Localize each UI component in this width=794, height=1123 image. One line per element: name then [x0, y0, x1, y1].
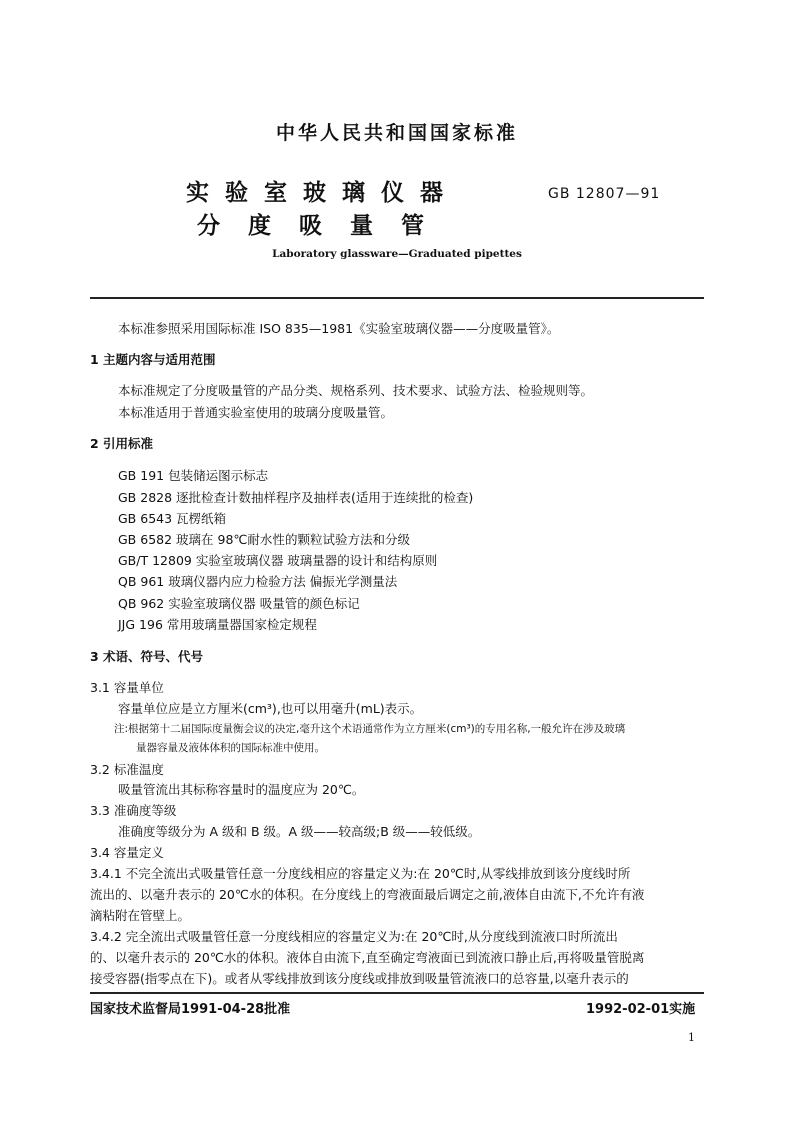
section-3-4-1-line: 3.4.1 不完全流出式吸量管任意一分度线相应的容量定义为:在 20℃时,从零线排放到该分度线时所	[90, 866, 631, 881]
section-2-heading: 2 引用标准	[90, 436, 154, 451]
national-standard-title: 中华人民共和国国家标准	[275, 122, 518, 144]
reference-item: JJG 196 常用玻璃量器国家检定规程	[118, 617, 317, 632]
section-3-1-heading: 3.1 容量单位	[90, 680, 164, 695]
intro-text: 本标准参照采用国际标准 ISO 835—1981《实验室玻璃仪器——分度吸量管》。	[118, 321, 560, 336]
section-3-4-2-line: 3.4.2 完全流出式吸量管任意一分度线相应的容量定义为:在 20℃时,从分度线到流液口时所流出	[90, 929, 618, 944]
section-3-4-heading: 3.4 容量定义	[90, 845, 164, 860]
reference-item: GB 191 包装储运图示标志	[118, 468, 269, 483]
reference-item: QB 962 实验室玻璃仪器 吸量管的颜色标记	[118, 596, 360, 611]
document-title-line2: 分 度 吸 量 管	[197, 213, 435, 239]
section-1-heading: 1 主题内容与适用范围	[90, 352, 216, 367]
english-title: Laboratory glassware—Graduated pipettes	[272, 248, 522, 260]
page-number: 1	[688, 1031, 695, 1044]
section-3-2-body: 吸量管流出其标称容量时的温度应为 20℃。	[118, 782, 365, 797]
standard-code: GB 12807—91	[548, 186, 661, 202]
section-1-paragraph-2: 本标准适用于普通实验室使用的玻璃分度吸量管。	[118, 405, 394, 420]
header-rule	[90, 297, 704, 299]
reference-item: GB/T 12809 实验室玻璃仪器 玻璃量器的设计和结构原则	[118, 553, 438, 568]
section-3-4-2-line: 的、以毫升表示的 20℃水的体积。液体自由流下,直至确定弯液面已到流液口静止后,再将吸量管脱离	[90, 950, 645, 965]
section-1-paragraph-1: 本标准规定了分度吸量管的产品分类、规格系列、技术要求、试验方法、检验规则等。	[118, 383, 594, 398]
approval-date: 国家技术监督局1991-04-28批准	[90, 1002, 291, 1017]
reference-item: QB 961 玻璃仪器内应力检验方法 偏振光学测量法	[118, 574, 398, 589]
implementation-date: 1992-02-01实施	[586, 1002, 696, 1017]
section-3-3-heading: 3.3 准确度等级	[90, 803, 177, 818]
document-title-line1: 实 验 室 玻 璃 仪 器	[186, 180, 448, 206]
section-3-4-2-line: 接受容器(指零点在下)。或者从零线排放到该分度线或排放到吸量管流液口的总容量,以毫升表示的	[90, 971, 629, 986]
section-3-4-1-line: 流出的、以毫升表示的 20℃水的体积。在分度线上的弯液面最后调定之前,液体自由流下,不允许有液	[90, 887, 645, 902]
footer-rule	[90, 992, 704, 994]
section-3-2-heading: 3.2 标准温度	[90, 762, 164, 777]
reference-item: GB 6543 瓦楞纸箱	[118, 511, 227, 526]
section-3-1-body: 容量单位应是立方厘米(cm³),也可以用毫升(mL)表示。	[118, 701, 423, 716]
section-3-4-1-line: 滴粘附在管壁上。	[90, 908, 191, 923]
section-3-3-body: 准确度等级分为 A 级和 B 级。A 级——较高级;B 级——较低级。	[118, 824, 481, 839]
section-3-heading: 3 术语、符号、代号	[90, 649, 204, 664]
reference-item: GB 6582 玻璃在 98℃耐水性的颗粒试验方法和分级	[118, 532, 410, 547]
reference-item: GB 2828 逐批检查计数抽样程序及抽样表(适用于连续批的检查)	[118, 490, 474, 505]
section-3-1-note-cont: 量器容量及液体体积的国际标准中使用。	[136, 742, 325, 754]
section-3-1-note: 注:根据第十二届国际度量衡会议的决定,毫升这个术语通常作为立方厘米(cm³)的专用名称,一般允许在涉及玻璃	[114, 723, 626, 735]
